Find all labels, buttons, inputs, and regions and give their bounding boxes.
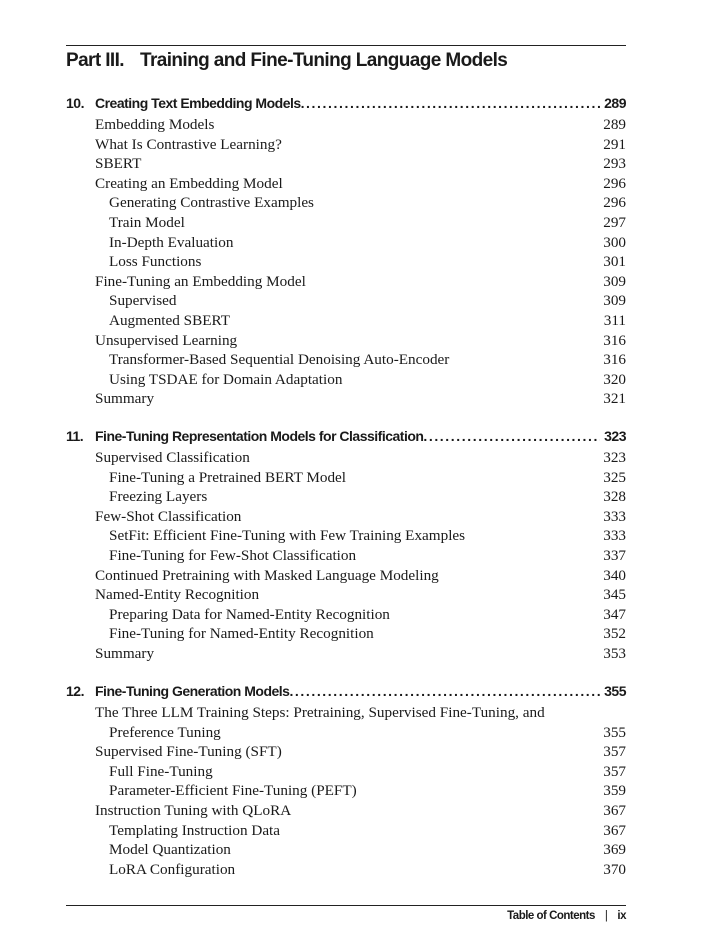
toc-entry-page: 320 <box>603 370 626 388</box>
bottom-rule <box>66 905 626 906</box>
toc-entry-page: 311 <box>603 312 626 329</box>
toc-entry-title: Preference Tuning <box>109 723 221 741</box>
chapter-number: 10. <box>66 95 84 111</box>
toc-entry[interactable] <box>0 291 626 311</box>
footer-separator: | <box>604 910 608 922</box>
toc-entry-page: 353 <box>603 645 626 662</box>
toc-entry[interactable] <box>0 605 626 625</box>
toc-entry-title: SetFit: Efficient Fine-Tuning with Few Training Examples <box>109 527 466 545</box>
toc-entry-title: The Three LLM Training Steps: Pretraining, Supervised Fine-Tuning, and <box>95 704 545 721</box>
toc-entry[interactable] <box>0 762 626 782</box>
footer-page-number: ix <box>617 910 626 922</box>
toc-entry-title: Supervised <box>109 292 177 310</box>
chapter-page-number: 355 <box>604 683 626 699</box>
toc-entry-page: 297 <box>603 214 626 231</box>
toc-entry-title: In-Depth Evaluation <box>109 233 234 251</box>
toc-entry[interactable] <box>0 468 626 488</box>
toc-entry[interactable] <box>0 311 626 331</box>
toc-entry-page: 367 <box>603 821 626 839</box>
chapter-row[interactable] <box>0 426 626 446</box>
dot-leader <box>295 681 600 701</box>
toc-entry-title: Summary <box>95 645 155 662</box>
chapter-number: 11. <box>66 428 84 444</box>
toc-entry-title: Embedding Models <box>95 116 215 133</box>
toc-entry-title: Transformer-Based Sequential Denoising Auto-Encoder <box>109 351 450 369</box>
toc-entry[interactable] <box>0 193 626 213</box>
toc-entry-title: Generating Contrastive Examples <box>109 194 314 212</box>
toc-entry-title: Supervised Fine-Tuning (SFT) <box>95 743 282 761</box>
toc-entry-title: Full Fine-Tuning <box>109 762 213 780</box>
toc-entry-page: 325 <box>603 468 626 486</box>
toc-entry-title: Named-Entity Recognition <box>95 586 260 604</box>
toc-entry-title: Parameter-Efficient Fine-Tuning (PEFT) <box>109 782 357 800</box>
toc-entry-title: Loss Functions <box>109 253 202 271</box>
toc-entry[interactable] <box>0 487 626 507</box>
toc-entry-page: 370 <box>603 860 626 878</box>
toc-entry-page: 369 <box>603 841 626 859</box>
toc-entry[interactable] <box>0 154 626 174</box>
toc-entry-title: Templating Instruction Data <box>109 821 281 839</box>
toc-entry-page: 300 <box>603 233 626 251</box>
toc-entry-title: Instruction Tuning with QLoRA <box>95 802 292 819</box>
toc-entry[interactable] <box>0 507 626 527</box>
toc-entry[interactable] <box>0 115 626 135</box>
toc-entry-page: 296 <box>603 174 626 192</box>
toc-entry-title: Creating an Embedding Model <box>95 174 283 192</box>
toc-entry-title: Unsupervised Learning <box>95 331 238 349</box>
dot-leader <box>306 93 600 113</box>
toc-entry[interactable] <box>0 742 626 762</box>
toc-entry-page: 333 <box>603 527 626 545</box>
toc-entry-title: LoRA Configuration <box>109 860 236 878</box>
part-number: Part III. <box>66 50 124 71</box>
toc-entry[interactable] <box>0 526 626 546</box>
toc-entry[interactable] <box>0 821 626 841</box>
toc-entry[interactable] <box>0 448 626 468</box>
toc-entry-title: What Is Contrastive Learning? <box>95 135 282 153</box>
toc-entry-title: Summary <box>95 390 155 408</box>
toc-entry-page: 357 <box>603 743 626 761</box>
footer-section-title: Table of Contents <box>507 910 595 922</box>
toc-entry-page: 293 <box>603 155 626 173</box>
toc-entry[interactable] <box>0 801 626 821</box>
toc-entry-page: 321 <box>603 390 626 408</box>
toc-entry-title: Train Model <box>109 214 185 231</box>
toc-entry-page: 291 <box>603 135 626 153</box>
toc-entry-title: Using TSDAE for Domain Adaptation <box>109 370 343 388</box>
toc-entry[interactable] <box>0 703 626 723</box>
toc-entry[interactable] <box>0 860 626 880</box>
toc-entry[interactable] <box>0 781 626 801</box>
toc-entry-page: 345 <box>603 586 626 604</box>
toc-entry[interactable] <box>0 252 626 272</box>
toc-entry-title: Continued Pretraining with Masked Language Modeling <box>95 566 439 584</box>
toc-entry-title: SBERT <box>95 155 142 173</box>
toc-entry[interactable] <box>0 566 626 586</box>
toc-entry-page: 333 <box>603 507 626 525</box>
toc-entry-title: Fine-Tuning for Named-Entity Recognition <box>109 625 374 643</box>
toc-entry-page: 323 <box>603 449 626 466</box>
toc-entry[interactable] <box>0 174 626 194</box>
toc-entry-page: 316 <box>603 351 626 369</box>
toc-entry-page: 352 <box>603 625 626 643</box>
toc-entry-page: 316 <box>603 331 626 349</box>
toc-entry-title: Freezing Layers <box>109 488 208 506</box>
toc-entry[interactable] <box>0 546 626 566</box>
toc-entry[interactable] <box>0 272 626 292</box>
toc-entry[interactable] <box>0 135 626 155</box>
toc-entry[interactable] <box>0 624 626 644</box>
toc-entry[interactable] <box>0 644 626 664</box>
toc-entry[interactable] <box>0 585 626 605</box>
toc-entry-title: Fine-Tuning for Few-Shot Classification <box>109 547 357 564</box>
toc-entry-title: Augmented SBERT <box>109 312 231 329</box>
toc-entry[interactable] <box>0 331 626 351</box>
toc-entry-page: 328 <box>603 488 626 506</box>
chapter-page-number: 289 <box>604 95 626 111</box>
dot-leader <box>429 426 600 446</box>
toc-entry-page: 367 <box>603 802 626 819</box>
toc-entry-page: 309 <box>603 272 626 290</box>
toc-entry[interactable] <box>0 213 626 233</box>
toc-entry[interactable] <box>0 370 626 390</box>
chapter-row[interactable] <box>0 93 626 113</box>
top-rule <box>66 45 626 46</box>
chapter-title: Fine-Tuning Generation Models. <box>95 683 293 699</box>
toc-entry[interactable] <box>0 350 626 370</box>
toc-entry-page: 357 <box>603 762 626 780</box>
page-footer <box>507 910 626 922</box>
toc-entry-title: Fine-Tuning a Pretrained BERT Model <box>109 468 347 486</box>
toc-entry-title: Model Quantization <box>109 841 231 859</box>
chapter-number: 12. <box>66 683 84 699</box>
toc-entry-page: 289 <box>603 116 626 133</box>
chapter-title: Creating Text Embedding Models. <box>95 95 305 111</box>
toc-entry-page: 359 <box>603 782 626 800</box>
toc-entry-page: 309 <box>603 292 626 310</box>
toc-entry[interactable] <box>0 840 626 860</box>
toc-entry-title: Fine-Tuning an Embedding Model <box>95 272 306 290</box>
toc-entry[interactable] <box>0 723 626 743</box>
toc-entry-page: 355 <box>603 723 626 741</box>
chapter-page-number: 323 <box>604 428 626 444</box>
toc-entry-page: 337 <box>603 547 626 564</box>
part-title: Training and Fine-Tuning Language Models <box>140 50 508 71</box>
chapter-title: Fine-Tuning Representation Models for Classification. <box>95 428 427 444</box>
toc-entry-title: Few-Shot Classification <box>95 507 242 525</box>
toc-entry-title: Supervised Classification <box>95 449 250 466</box>
toc-entry-page: 340 <box>603 566 626 584</box>
toc-entry[interactable] <box>0 233 626 253</box>
toc-entry-page: 301 <box>603 253 626 271</box>
part-heading <box>66 50 507 72</box>
toc-entry-page: 347 <box>603 605 626 623</box>
toc-entry[interactable] <box>0 389 626 409</box>
toc-entry-title: Preparing Data for Named-Entity Recognition <box>109 605 390 623</box>
toc-entry-page: 296 <box>603 194 626 212</box>
chapter-row[interactable] <box>0 681 626 701</box>
